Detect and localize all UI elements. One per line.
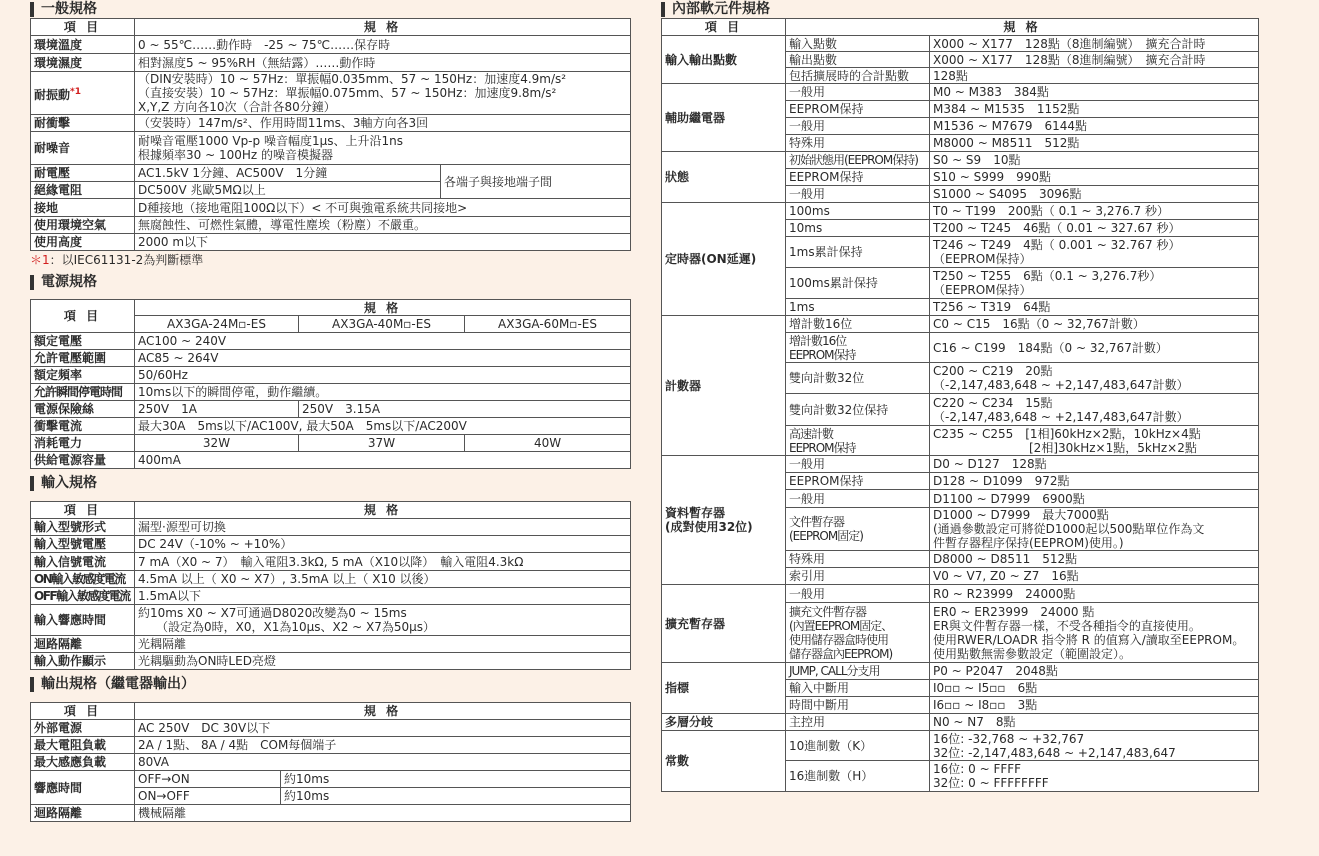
device-type: 輸出點數 (786, 52, 930, 68)
row-value: 80VA (135, 754, 631, 771)
row-value: 1.5mA以下 (135, 588, 631, 605)
device-range: S10 ~ S999 990點 (930, 169, 1259, 186)
device-spec-heading (661, 0, 1258, 18)
output-spec-heading (30, 670, 630, 698)
device-type: 特殊用 (786, 551, 930, 568)
device-range: C200 ~ C219 20點 （-2,147,483,648 ~ +2,147,483,647計數） (930, 363, 1259, 394)
device-range: 128點 (930, 68, 1259, 84)
device-range: 16位: 0 ~ FFFF 32位: 0 ~ FFFFFFFF (930, 761, 1259, 792)
footnote-mark: *1 (70, 86, 81, 97)
header-spec: 規 格 (135, 19, 631, 36)
device-type: 100ms累計保持 (786, 268, 930, 299)
row-key: 迴路隔離 (31, 636, 135, 653)
device-range: V0 ~ V7, Z0 ~ Z7 16點 (930, 568, 1259, 585)
row-value: DC 24V（-10% ~ +10%） (135, 536, 631, 553)
device-range: C220 ~ C234 15點 （-2,147,483,648 ~ +2,147,483,647計數） (930, 394, 1259, 426)
device-range: I0▫▫ ~ I5▫▫ 6點 (930, 680, 1259, 697)
device-type: 10ms (786, 220, 930, 237)
row-key: 使用環境空氣 (31, 217, 135, 234)
device-type: 一般用 (786, 585, 930, 603)
device-type: 一般用 (786, 490, 930, 508)
device-type: 初始狀態用(EEPROM保持) (786, 152, 930, 169)
device-range: S1000 ~ S4095 3096點 (930, 186, 1259, 203)
row-key: ON輸入敏感度電流 (31, 571, 135, 588)
resp-value: 約10ms (281, 788, 631, 805)
device-type: 一般用 (786, 84, 930, 101)
input-spec-heading (30, 469, 630, 497)
row-value: 無腐蝕性、可燃性氣體，導電性塵埃（粉塵）不嚴重。 (135, 217, 631, 234)
device-group-name: 常數 (662, 731, 786, 792)
header-item: 項 目 (31, 502, 135, 519)
device-spec-title: 內部軟元件規格 (672, 1, 770, 17)
device-group-name: 狀態 (662, 152, 786, 203)
resp-condition: ON→OFF (135, 788, 281, 805)
device-row (662, 152, 1259, 169)
row-key: 額定電壓 (31, 333, 135, 350)
device-range: C16 ~ C199 184點（0 ~ 32,767計數） (930, 333, 1259, 363)
row-key: 消耗電力 (31, 435, 135, 452)
device-type: 輸入點數 (786, 36, 930, 52)
device-row (662, 203, 1259, 220)
row-value: 機械隔離 (135, 805, 631, 822)
footnote (30, 251, 630, 269)
right-column (661, 0, 1258, 792)
section-marker (661, 2, 665, 17)
device-range: I6▫▫ ~ I8▫▫ 3點 (930, 697, 1259, 714)
row-key-vibration (31, 72, 135, 115)
device-range: M0 ~ M383 384點 (930, 84, 1259, 101)
row-key: 輸入型號形式 (31, 519, 135, 536)
row-key: 輸入動作顯示 (31, 653, 135, 670)
resp-value: 約10ms (281, 771, 631, 788)
device-range: S0 ~ S9 10點 (930, 152, 1259, 169)
device-row (662, 663, 1259, 680)
device-type: 一般用 (786, 456, 930, 473)
row-key: 使用高度 (31, 234, 135, 251)
row-value: D種接地（接地電阻100Ω以下）< 不可與強電系統共同接地> (135, 199, 631, 217)
device-range: C235 ~ C255 [1相]60kHz×2點，10kHz×4點 [2相]30kHz×1點，5kHz×2點 (930, 426, 1259, 456)
row-value: 光耦隔離 (135, 636, 631, 653)
device-range: D128 ~ D1099 972點 (930, 473, 1259, 490)
input-spec-table (30, 501, 631, 670)
row-value: （DIN安裝時）10 ~ 57Hz：單振幅0.035mm、57 ~ 150Hz：加速度4.9m/s² （直接安裝）10 ~ 57Hz：單振幅0.075mm、57 ~ 150Hz：加速度9.8m/s² X,Y,Z 方向各10次（合計各80分鐘） (135, 72, 631, 115)
section-marker (30, 476, 34, 491)
row-key: 環境溫度 (31, 36, 135, 54)
power-spec-table (30, 299, 631, 469)
consume-value: 32W (135, 435, 299, 452)
device-range: ER0 ~ ER23999 24000 點 ER與文件暫存器一樣，不受各種指令的直接使用。 使用RWER/LOADR 指令將 R 的值寫入/讀取至EEPROM。 使用點數無需參數設定（範圍設定）。 (930, 603, 1259, 663)
row-value: （安裝時）147m/s²、作用時間11ms、3軸方向各3回 (135, 115, 631, 132)
device-range: X000 ~ X177 128點（8進制編號） 擴充合計時 (930, 52, 1259, 68)
header-spec: 規 格 (135, 502, 631, 519)
device-type: 文件暫存器 (EEPROM固定) (786, 508, 930, 551)
device-range: D1000 ~ D7999 最大7000點 (通過參數設定可將從D1000起以500點單位作為文 件暫存器程序保持(EEPROM)使用。) (930, 508, 1259, 551)
row-key: 最大電阻負載 (31, 737, 135, 754)
row-value: 約10ms X0 ~ X7可通過D8020改變為0 ~ 15ms （設定為0時，X0，X1為10μs、X2 ~ X7為50μs） (135, 605, 631, 636)
fuse-value: 250V 1A (135, 401, 299, 418)
section-marker (30, 2, 34, 17)
row-key: 額定頻率 (31, 367, 135, 384)
device-group-name: 指標 (662, 663, 786, 714)
device-group-name: 擴充暫存器 (662, 585, 786, 663)
device-type: JUMP, CALL分支用 (786, 663, 930, 680)
device-type: 雙向計數32位 (786, 363, 930, 394)
device-range: 16位: -32,768 ~ +32,767 32位: -2,147,483,648 ~ +2,147,483,647 (930, 731, 1259, 761)
device-range: C0 ~ C15 16點（0 ~ 32,767計數） (930, 316, 1259, 333)
device-type: EEPROM保持 (786, 473, 930, 490)
device-range: T0 ~ T199 200點（ 0.1 ~ 3,276.7 秒） (930, 203, 1259, 220)
device-group-name: 多層分岐 (662, 714, 786, 731)
row-key: 響應時間 (31, 771, 135, 805)
device-row (662, 585, 1259, 603)
device-type: 16進制數（H） (786, 761, 930, 792)
device-group-name: 輔助繼電器 (662, 84, 786, 152)
row-value: 最大30A 5ms以下/AC100V, 最大50A 5ms以下/AC200V (135, 418, 631, 435)
power-spec-title: 電源規格 (41, 274, 97, 290)
device-row (662, 731, 1259, 761)
row-value: DC500V 兆歐5MΩ以上 (135, 182, 441, 199)
row-key: 外部電源 (31, 720, 135, 737)
device-range: D0 ~ D127 128點 (930, 456, 1259, 473)
device-range: T256 ~ T319 64點 (930, 299, 1259, 316)
device-range: M1536 ~ M7679 6144點 (930, 118, 1259, 135)
model-name: AX3GA-40M▫-ES (299, 316, 465, 333)
section-marker (30, 677, 34, 692)
header-spec: 規 格 (786, 19, 1259, 36)
device-range: M384 ~ M1535 1152點 (930, 101, 1259, 118)
device-range: D8000 ~ D8511 512點 (930, 551, 1259, 568)
device-group-name: 定時器(ON延遲) (662, 203, 786, 316)
header-spec: 規 格 (135, 703, 631, 720)
device-type: EEPROM保持 (786, 169, 930, 186)
row-key: 迴路隔離 (31, 805, 135, 822)
header-spec: 規 格 (135, 300, 631, 316)
row-key: 環境濕度 (31, 54, 135, 72)
device-type: 擴充文件暫存器 (內置EEPROM固定、 使用儲存器盒時使用 儲存器盒內EEPROM) (786, 603, 930, 663)
device-type: 輸入中斷用 (786, 680, 930, 697)
row-value: 2A / 1點、 8A / 4點 COM每個端子 (135, 737, 631, 754)
power-spec-heading (30, 269, 630, 295)
device-type: 10進制數（K） (786, 731, 930, 761)
device-row (662, 84, 1259, 101)
row-key: 衝擊電流 (31, 418, 135, 435)
device-type: 主控用 (786, 714, 930, 731)
device-type: 高速計數 EEPROM保持 (786, 426, 930, 456)
row-value: 10ms以下的瞬間停電，動作繼續。 (135, 384, 631, 401)
device-range: T246 ~ T249 4點（ 0.001 ~ 32.767 秒） （EEPROM保持） (930, 237, 1259, 268)
shared-note: 各端子與接地端子間 (441, 165, 631, 199)
row-value: AC 250V DC 30V以下 (135, 720, 631, 737)
device-type: 雙向計數32位保持 (786, 394, 930, 426)
row-value: AC100 ~ 240V (135, 333, 631, 350)
device-range: X000 ~ X177 128點（8進制編號） 擴充合計時 (930, 36, 1259, 52)
row-value: 光耦驅動為ON時LED亮燈 (135, 653, 631, 670)
device-range: D1100 ~ D7999 6900點 (930, 490, 1259, 508)
device-type: 1ms (786, 299, 930, 316)
device-spec-table (661, 18, 1259, 792)
row-value: 400mA (135, 452, 631, 469)
device-row (662, 456, 1259, 473)
header-item: 項 目 (31, 300, 135, 333)
header-item: 項 目 (662, 19, 786, 36)
row-key: 接地 (31, 199, 135, 217)
row-value: 7 mA（X0 ~ 7） 輸入電阻3.3kΩ, 5 mA（X10以降） 輸入電阻4.3kΩ (135, 553, 631, 571)
general-spec-heading (30, 0, 630, 18)
row-key: 絕緣電阻 (31, 182, 135, 199)
model-name: AX3GA-24M▫-ES (135, 316, 299, 333)
fuse-value: 250V 3.15A (299, 401, 631, 418)
row-key: 允許電壓範圍 (31, 350, 135, 367)
device-type: EEPROM保持 (786, 101, 930, 118)
row-key: 輸入響應時間 (31, 605, 135, 636)
row-value: 漏型·源型可切換 (135, 519, 631, 536)
row-value: AC1.5kV 1分鐘、AC500V 1分鐘 (135, 165, 441, 182)
row-value: 耐噪音電壓1000 Vp-p 噪音幅度1μs、上升沿1ns 根據頻率30 ~ 100Hz 的噪音模擬器 (135, 132, 631, 165)
row-key: 允許瞬間停電時間 (31, 384, 135, 401)
row-key: 最大感應負載 (31, 754, 135, 771)
header-item: 項 目 (31, 19, 135, 36)
device-group-name: 資料暫存器 (成對使用32位) (662, 456, 786, 585)
input-spec-title: 輸入規格 (41, 475, 97, 491)
consume-value: 37W (299, 435, 465, 452)
row-value: 50/60Hz (135, 367, 631, 384)
row-key: 耐衝擊 (31, 115, 135, 132)
left-column (30, 0, 630, 822)
device-type: 索引用 (786, 568, 930, 585)
device-row (662, 36, 1259, 52)
row-key: OFF輸入敏感度電流 (31, 588, 135, 605)
device-type: 包括擴展時的合計點數 (786, 68, 930, 84)
device-type: 100ms (786, 203, 930, 220)
general-spec-title: 一般規格 (41, 1, 97, 17)
row-key: 電源保險絲 (31, 401, 135, 418)
row-value: 2000 m以下 (135, 234, 631, 251)
row-value: AC85 ~ 264V (135, 350, 631, 367)
row-key: 輸入信號電流 (31, 553, 135, 571)
device-range: M8000 ~ M8511 512點 (930, 135, 1259, 152)
section-marker (30, 275, 34, 290)
device-type: 時間中斷用 (786, 697, 930, 714)
device-type: 增計數16位 (786, 316, 930, 333)
device-group-name: 輸入輸出點數 (662, 36, 786, 84)
footnote-text: ：以IEC61131-2為判斷標準 (49, 253, 204, 267)
row-value: 相對濕度5 ~ 95%RH（無結露）……動作時 (135, 54, 631, 72)
device-group-name: 計數器 (662, 316, 786, 456)
device-row (662, 316, 1259, 333)
device-type: 一般用 (786, 186, 930, 203)
device-range: T250 ~ T255 6點（0.1 ~ 3,276.7秒） （EEPROM保持） (930, 268, 1259, 299)
general-spec-table (30, 18, 631, 251)
device-type: 增計數16位 EEPROM保持 (786, 333, 930, 363)
device-range: R0 ~ R23999 24000點 (930, 585, 1259, 603)
row-key: 耐噪音 (31, 132, 135, 165)
device-type: 一般用 (786, 118, 930, 135)
device-type: 特殊用 (786, 135, 930, 152)
row-key: 輸入型號電壓 (31, 536, 135, 553)
device-range: N0 ~ N7 8點 (930, 714, 1259, 731)
model-name: AX3GA-60M▫-ES (465, 316, 631, 333)
row-value: 4.5mA 以上（ X0 ~ X7）, 3.5mA 以上（ X10 以後） (135, 571, 631, 588)
row-key: 耐電壓 (31, 165, 135, 182)
footnote-mark: ＊1 (30, 253, 50, 267)
row-key-text: 耐振動 (34, 87, 71, 102)
output-spec-table (30, 702, 631, 822)
device-row (662, 714, 1259, 731)
resp-condition: OFF→ON (135, 771, 281, 788)
header-item: 項 目 (31, 703, 135, 720)
device-range: T200 ~ T245 46點（ 0.01 ~ 327.67 秒） (930, 220, 1259, 237)
row-value: 0 ~ 55℃……動作時 -25 ~ 75℃……保存時 (135, 36, 631, 54)
consume-value: 40W (465, 435, 631, 452)
output-spec-title: 輸出規格（繼電器輸出） (41, 676, 195, 692)
device-range: P0 ~ P2047 2048點 (930, 663, 1259, 680)
device-type: 1ms累計保持 (786, 237, 930, 268)
row-key: 供給電源容量 (31, 452, 135, 469)
